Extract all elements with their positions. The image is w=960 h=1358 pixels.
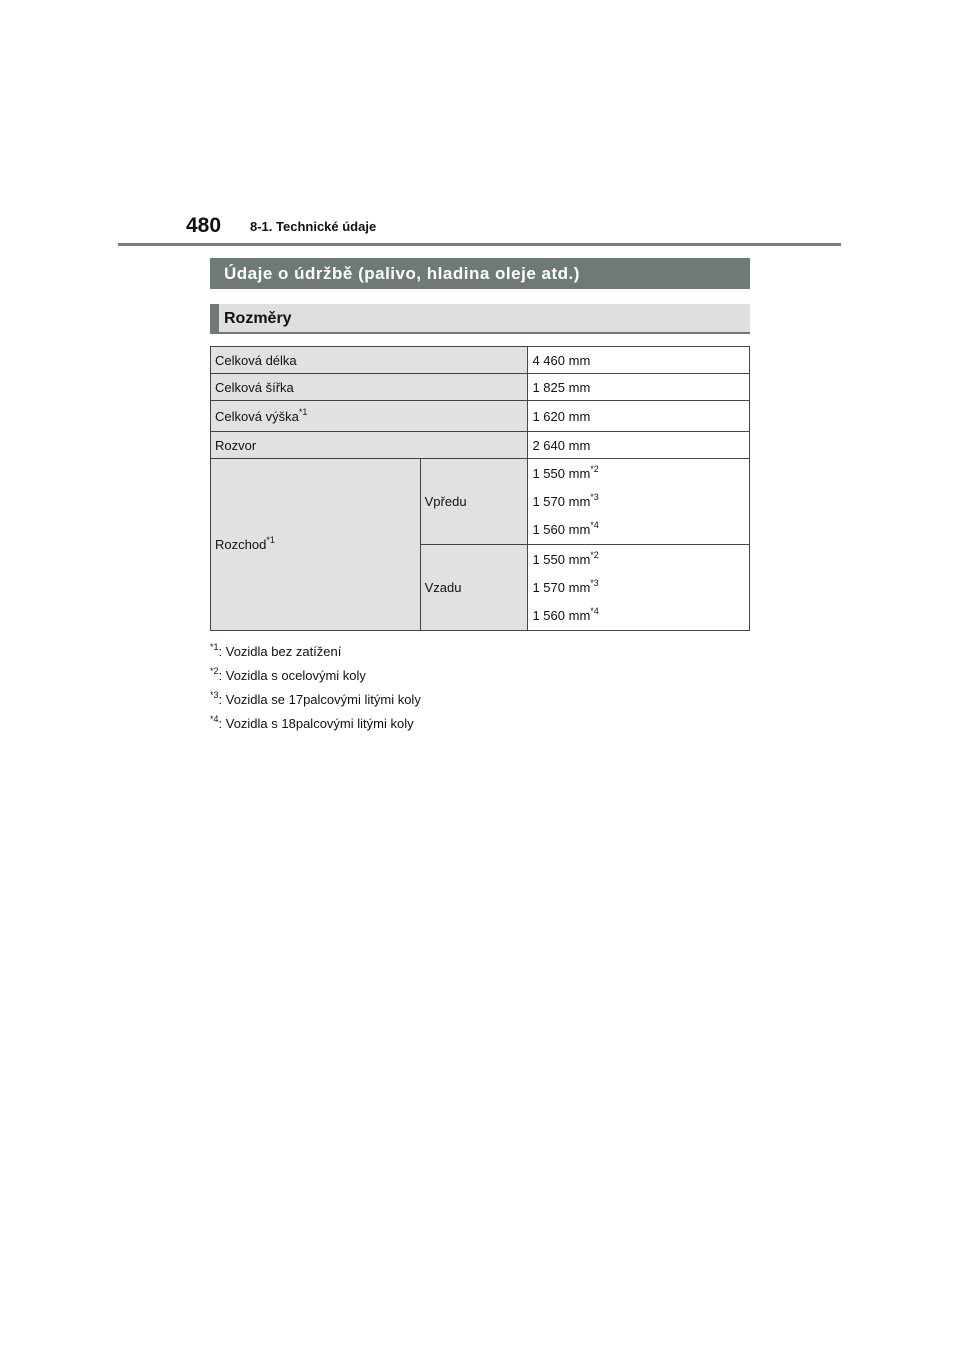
footnote-ref: *4 <box>590 519 599 530</box>
track-label-text: Rozchod <box>215 537 267 552</box>
subsection-title-text: Rozměry <box>224 310 292 327</box>
footnote-ref: *4 <box>590 605 599 616</box>
track-value <box>532 546 745 574</box>
track-label <box>211 459 421 631</box>
footnote-mark: *4 <box>210 714 219 724</box>
track-value-text: 1 550 mm <box>532 465 591 481</box>
table-row <box>211 347 750 374</box>
track-value <box>532 574 745 602</box>
footnote-ref: *2 <box>590 463 599 474</box>
table-row <box>211 401 750 432</box>
track-value-text: 1 550 mm <box>532 551 591 567</box>
footnote-text: : Vozidla s ocelovými koly <box>218 668 366 683</box>
page-number: 480 <box>186 214 222 237</box>
track-value <box>532 602 745 630</box>
table-row <box>211 374 750 401</box>
table-row <box>211 459 750 545</box>
footnote-text: : Vozidla bez zatížení <box>218 644 342 659</box>
row-value: 1 620 mm <box>528 401 750 432</box>
track-value-text: 1 570 mm <box>532 493 591 509</box>
row-value: 2 640 mm <box>528 432 750 459</box>
footnote <box>210 688 421 712</box>
track-front-values <box>528 459 750 545</box>
row-value: 4 460 mm <box>528 347 750 374</box>
track-value <box>532 460 745 488</box>
footnote <box>210 640 421 664</box>
footnote <box>210 664 421 688</box>
row-label: Rozvor <box>211 432 528 459</box>
footnote-ref: *3 <box>590 577 599 588</box>
row-label: Celková šířka <box>211 374 528 401</box>
footnote-ref: *1 <box>298 406 308 417</box>
footnote-text: : Vozidla se 17palcovými litými koly <box>218 692 421 707</box>
track-value <box>532 488 745 516</box>
dimensions-table <box>210 346 750 631</box>
track-value <box>532 516 745 544</box>
subsection-title <box>210 304 750 334</box>
table-row <box>211 432 750 459</box>
row-label: Celková délka <box>211 347 528 374</box>
track-value-text: 1 560 mm <box>532 521 591 537</box>
footnote <box>210 712 421 736</box>
section-path: 8-1. Technické údaje <box>250 219 377 234</box>
track-value-text: 1 570 mm <box>532 579 591 595</box>
footnote-ref: *2 <box>590 549 599 560</box>
footnote-ref: *3 <box>590 491 599 502</box>
row-label-text: Celková výška <box>215 408 299 424</box>
row-label <box>211 401 528 432</box>
footnote-mark: *3 <box>210 690 219 700</box>
footnote-text: : Vozidla s 18palcovými litými koly <box>218 716 414 731</box>
track-value-text: 1 560 mm <box>532 607 591 623</box>
track-rear-label: Vzadu <box>420 545 528 631</box>
track-front-label: Vpředu <box>420 459 528 545</box>
row-value: 1 825 mm <box>528 374 750 401</box>
section-title: Údaje o údržbě (palivo, hladina oleje atd.) <box>210 258 750 289</box>
footnotes <box>210 640 421 736</box>
header-rule <box>118 243 841 246</box>
track-rear-values <box>528 545 750 631</box>
footnote-mark: *2 <box>210 666 219 676</box>
footnote-ref: *1 <box>266 535 275 545</box>
footnote-mark: *1 <box>210 642 219 652</box>
